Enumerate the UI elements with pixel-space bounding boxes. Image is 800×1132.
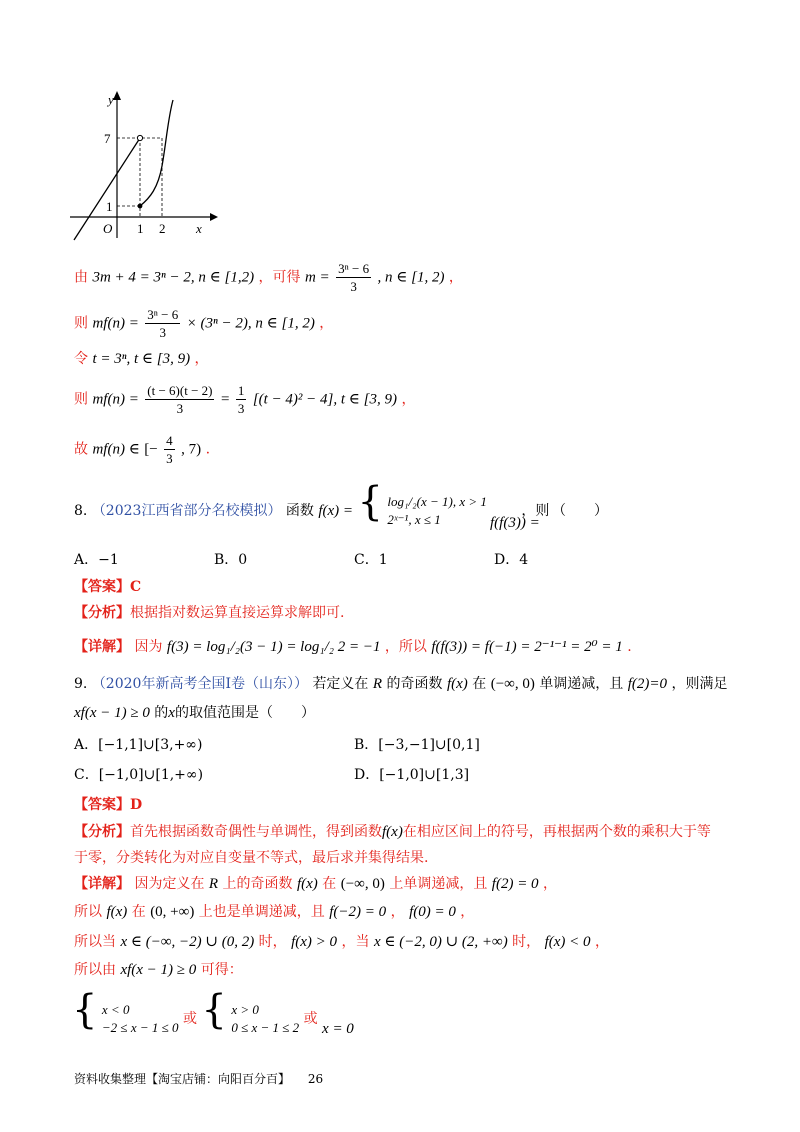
solution-line-5: 故 mf(n) ∈ [− $\frac{4}{3}$ , 7) . bbox=[74, 433, 211, 466]
q9-option-d[interactable]: D．[−1,0]∪[1,3] bbox=[354, 767, 470, 783]
x-axis-label: x bbox=[196, 221, 202, 236]
tick-label-y1: 1 bbox=[106, 199, 113, 214]
q8-stem: 8. （2023江西省部分名校模拟） 函数 f(x) = { log₁/₂(x − 1), x > 1 2ˣ⁻¹, x ≤ 1 ，则 bbox=[74, 479, 550, 527]
q9-analysis-line2: 于零，分类转化为对应自变量不等式，最后求并集得结果. bbox=[74, 850, 429, 866]
q8-question: f(f(3)) = bbox=[490, 515, 540, 531]
closed-point bbox=[138, 204, 143, 209]
q8-option-d[interactable]: D．4 bbox=[494, 552, 529, 568]
solution-line-3: 令 t = 3ⁿ, t ∈ [3, 9) ， bbox=[74, 351, 209, 367]
q9-analysis-line1: 【分析】首先根据函数奇偶性与单调性，得到函数f(x)在相应区间上的符号，再根据两个数的乘积大于等 bbox=[74, 824, 711, 840]
q8-option-c[interactable]: C．1 bbox=[354, 552, 388, 568]
q8-option-b[interactable]: B．0 bbox=[214, 552, 248, 568]
q9-option-b[interactable]: B．[−3,−1]∪[0,1] bbox=[354, 737, 480, 753]
function-graph bbox=[60, 88, 220, 243]
q9-option-c[interactable]: C．[−1,0]∪[1,+∞) bbox=[74, 767, 204, 783]
q8-analysis: 【分析】根据指对数运算直接运算求解即可. bbox=[74, 605, 345, 621]
y-axis-label: y bbox=[108, 92, 114, 107]
q9-stem-line2: xf(x − 1) ≥ 0 的x的取值范围是（ ） bbox=[74, 705, 315, 721]
q9-option-a[interactable]: A．[−1,1]∪[3,+∞) bbox=[74, 737, 203, 753]
q8-answer: 【答案】C bbox=[74, 579, 142, 595]
tick-label-x2: 2 bbox=[159, 221, 166, 236]
exponential-branch bbox=[140, 100, 173, 206]
solution-line-4: 则 mf(n) = $\frac{(t - 6)(t - 2)}{3}$ = $\frac{1}{3}$ [(t − 4)² − 4], t ∈ [3, 9) ， bbox=[74, 383, 416, 416]
q8-paren: （ ） bbox=[552, 503, 608, 519]
q9-inequality-systems: { x < 0 −2 ≤ x − 1 ≤ 0 或 { x > 0 0 ≤ x − 1 ≤ 2 或 x = 0 bbox=[72, 987, 354, 1037]
q9-detail-line4: 所以由 xf(x − 1) ≥ 0 可得： bbox=[74, 962, 243, 978]
solution-line-2: 则 mf(n) = $\frac{\text{3ⁿ − 6}}{3}$ × (3ⁿ − 2), n ∈ [1, 2) ， bbox=[74, 307, 334, 340]
q8-piecewise: log₁/₂(x − 1), x > 1 2ˣ⁻¹, x ≤ 1 bbox=[387, 494, 487, 527]
q9-detail-line2: 所以 f(x) 在 (0, +∞) 上也是单调递减，且 f(−2) = 0 ， f(0) = 0 ， bbox=[74, 904, 475, 920]
q9-answer: 【答案】D bbox=[74, 797, 143, 813]
x-axis-arrow-icon bbox=[210, 213, 218, 221]
open-point bbox=[137, 135, 142, 140]
q9-stem-line1: 9. （2020年新高考全国Ⅰ卷（山东）） 若定义在 R 的奇函数 f(x) 在 (−∞, 0) 单调递减，且 f(2)=0 ，则满足 bbox=[74, 676, 728, 692]
origin-label: O bbox=[103, 221, 113, 236]
tick-label-x1: 1 bbox=[137, 221, 144, 236]
solution-line-1: 由 3m + 4 = 3ⁿ − 2, n ∈ [1,2) ，可得 m = $\frac{\text{3ⁿ − 6}}{3}$ , n ∈ [1, 2) ， bbox=[74, 261, 463, 294]
tick-label-7: 7 bbox=[104, 131, 111, 146]
page-footer: 资料收集整理【淘宝店铺：向阳百分百】 26 bbox=[74, 1072, 324, 1086]
q8-detail: 【详解】 因为 f(3) = log₁/₂(3 − 1) = log₁/₂ 2 = −1 ，所以 f(f(3)) = f(−1) = 2⁻¹⁻¹ = 2⁰ = 1 . bbox=[74, 639, 632, 655]
q9-detail-line3: 所以当 x ∈ (−∞, −2) ∪ (0, 2) 时， f(x) > 0 ，当 x ∈ (−2, 0) ∪ (2, +∞) 时， f(x) < 0 ， bbox=[74, 934, 609, 950]
q8-option-a[interactable]: A．−1 bbox=[74, 552, 119, 568]
y-axis-arrow-icon bbox=[113, 91, 121, 100]
page-number: 26 bbox=[307, 1072, 324, 1086]
q9-detail-line1: 【详解】 因为定义在 R 上的奇函数 f(x) 在 (−∞, 0) 上单调递减，且 f(2) = 0 ， bbox=[74, 876, 558, 892]
